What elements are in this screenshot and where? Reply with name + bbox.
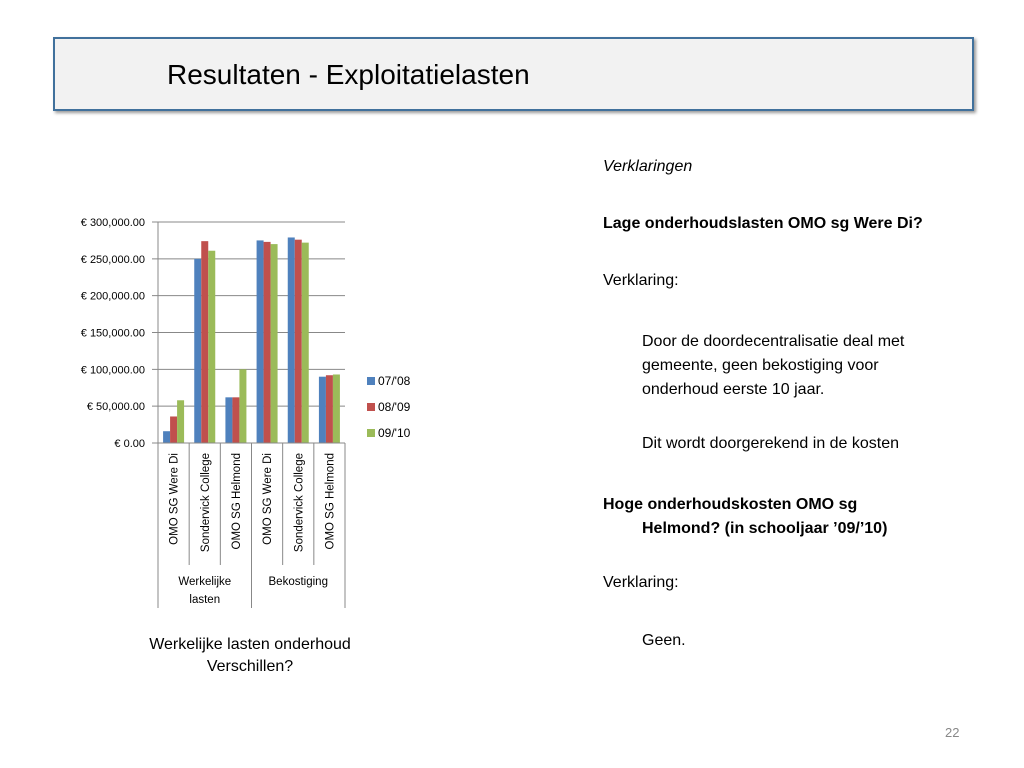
legend-swatch (367, 403, 375, 411)
caption-line-1: Werkelijke lasten onderhoud (149, 636, 351, 653)
y-tick-label: € 50,000.00 (86, 401, 145, 414)
bar-07/'08 (257, 240, 264, 443)
answer-1b: Dit wordt doorgerekend in de kosten (642, 435, 900, 452)
group-label: Werkelijke (178, 576, 232, 588)
page-number: 22 (945, 725, 960, 740)
group-label: lasten (189, 594, 221, 606)
bar-09/'10 (302, 243, 309, 443)
bar-08/'09 (170, 416, 177, 443)
legend-label: 09/'10 (378, 426, 411, 440)
question-2 (603, 493, 887, 541)
explanation-label-1: Verklaring: (603, 272, 679, 289)
y-tick-label: € 100,000.00 (80, 364, 145, 377)
answer-1 (642, 330, 904, 402)
bar-09/'10 (333, 374, 340, 443)
y-tick-label: € 0.00 (114, 438, 145, 450)
legend-label: 07/'08 (378, 374, 411, 388)
explanation-label-2: Verklaring: (603, 574, 679, 591)
x-tick-label: OMO SG Were Di (262, 453, 275, 545)
x-tick-label: Sondervick College (199, 453, 212, 553)
bar-07/'08 (319, 377, 326, 443)
bar-07/'08 (288, 237, 295, 443)
bar-09/'10 (271, 244, 278, 443)
bar-09/'10 (177, 400, 184, 443)
bar-08/'09 (232, 397, 239, 443)
bar-07/'08 (163, 431, 170, 443)
bar-08/'09 (264, 242, 271, 443)
question-2-line-2: Helmond? (in schooljaar ’09/’10) (642, 520, 888, 537)
y-tick-label: € 150,000.00 (80, 327, 145, 340)
answer-1-line-3: onderhoud eerste 10 jaar. (642, 381, 825, 398)
bar-08/'09 (326, 375, 333, 443)
y-tick-label: € 250,000.00 (80, 253, 145, 266)
slide-title: Resultaten - Exploitatielasten (167, 59, 530, 90)
legend-swatch (367, 429, 375, 437)
x-tick-label: OMO SG Helmond (230, 453, 243, 550)
question-2-line-1: Hoge onderhoudskosten OMO sg (603, 496, 858, 513)
explanations-heading: Verklaringen (603, 158, 693, 175)
group-label: Bekostiging (268, 576, 328, 588)
x-tick-label: Sondervick College (293, 453, 306, 553)
bar-09/'10 (208, 251, 215, 443)
question-1: Lage onderhoudslasten OMO sg Were Di? (603, 215, 923, 232)
bar-09/'10 (239, 369, 246, 443)
bar-07/'08 (194, 259, 201, 443)
answer-1-line-2: gemeente, geen bekostiging voor (642, 357, 879, 374)
bar-08/'09 (295, 240, 302, 443)
bar-07/'08 (225, 397, 232, 443)
bar-08/'09 (201, 241, 208, 443)
x-tick-label: OMO SG Were Di (168, 453, 181, 545)
legend-swatch (367, 377, 375, 385)
y-tick-label: € 200,000.00 (80, 290, 145, 303)
answer-1-line-1: Door de doordecentralisatie deal met (642, 333, 905, 350)
chart-caption (120, 634, 380, 678)
answer-2: Geen. (642, 632, 686, 649)
x-tick-label: OMO SG Helmond (324, 453, 337, 550)
legend-label: 08/'09 (378, 400, 411, 414)
caption-line-2: Verschillen? (206, 658, 294, 675)
y-tick-label: € 300,000.00 (80, 217, 145, 229)
